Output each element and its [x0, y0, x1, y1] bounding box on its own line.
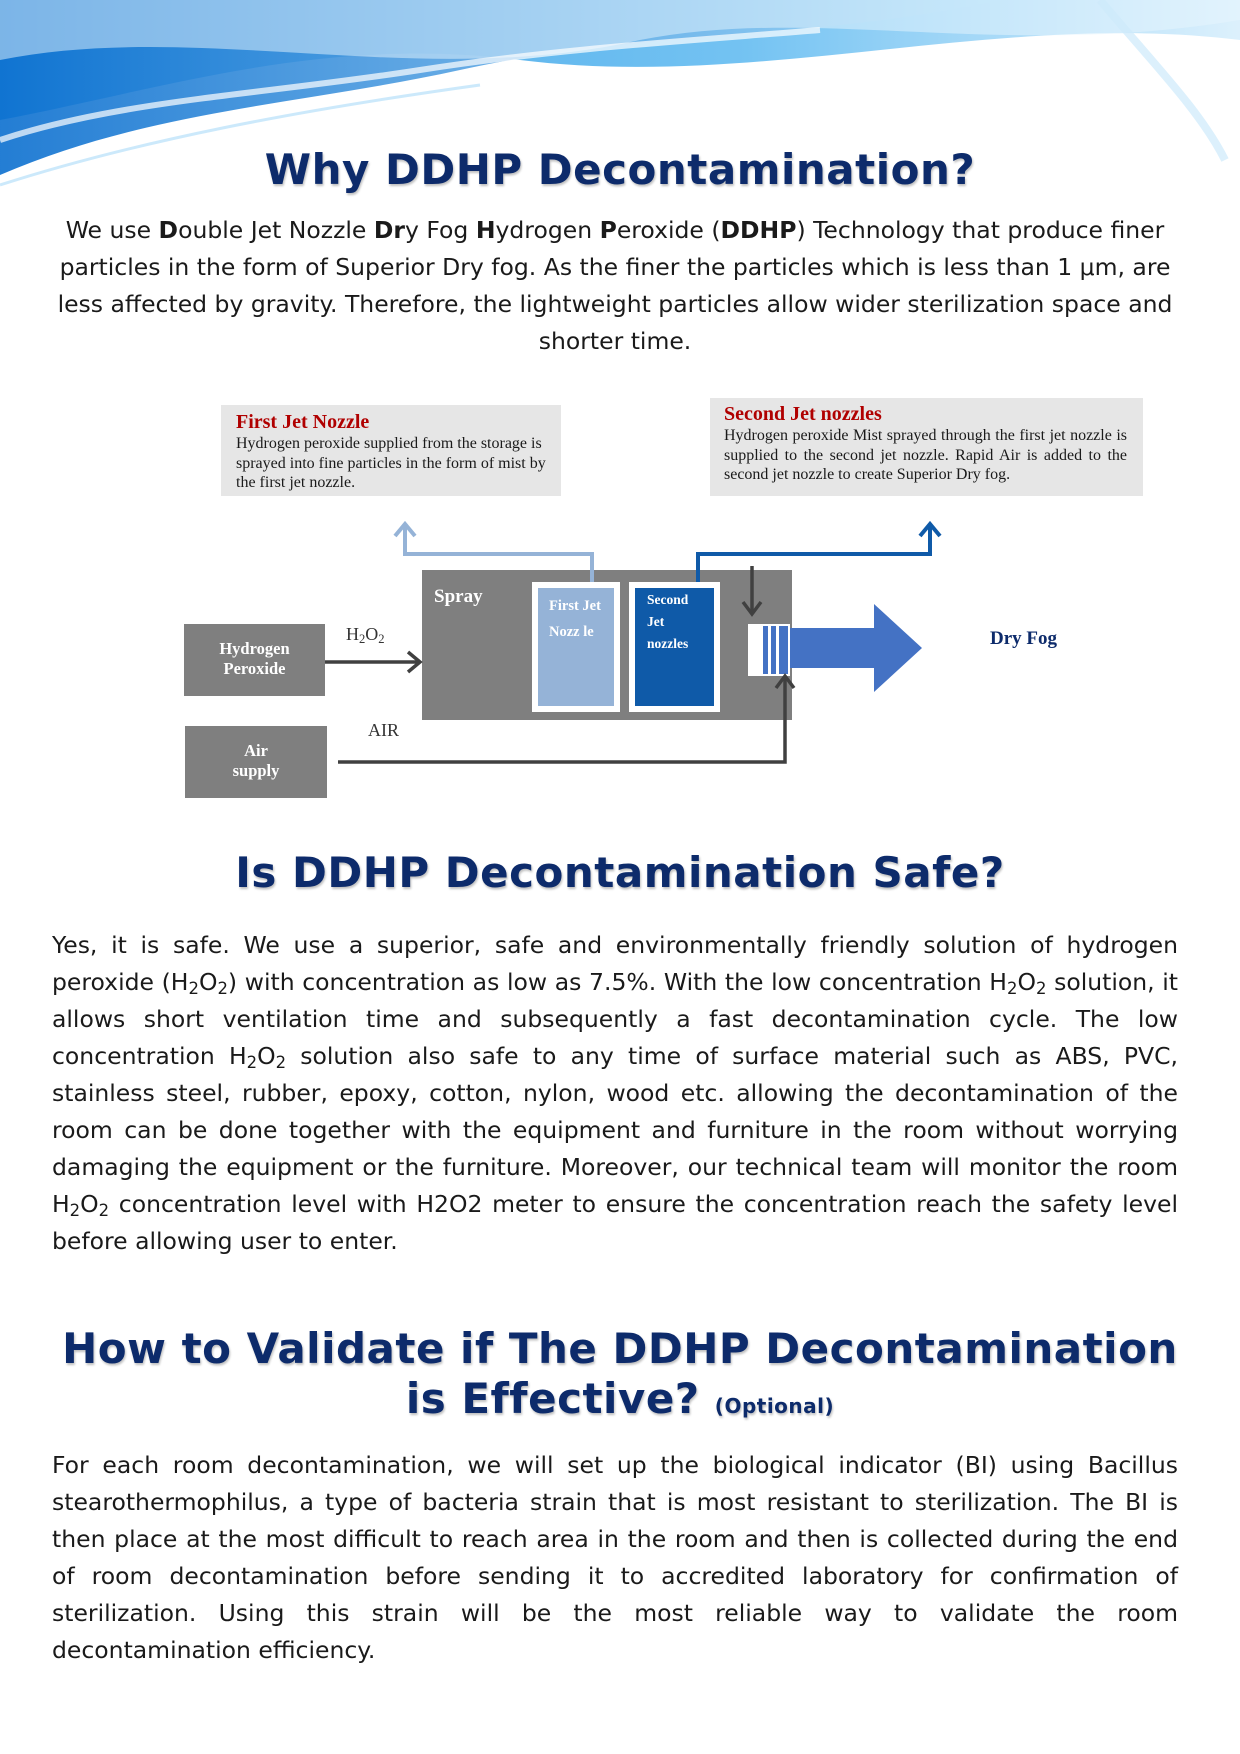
- subscript: 2: [275, 1053, 287, 1073]
- section-title-why: Why DDHP Decontamination?: [264, 145, 976, 194]
- header-wave-decoration: [0, 0, 1240, 230]
- callout-first-jet-nozzle: [221, 405, 561, 496]
- nozzle-label: Jet: [647, 614, 665, 629]
- first-jet-label: [549, 593, 601, 645]
- intro-bold: DDHP: [720, 216, 797, 244]
- intro-text: eroxide (: [616, 216, 721, 244]
- safety-paragraph: [52, 927, 1178, 1260]
- outlet-bar: [771, 626, 776, 674]
- safety-text: ) with concentration as low as 7.5%. With the low concentration H: [227, 968, 1007, 996]
- h2o2-label-part: H: [346, 624, 359, 644]
- subscript: 2: [1035, 979, 1047, 999]
- safety-text: solution also safe to any time of surface material such as ABS, PVC, stainless steel, rubber, epoxy, cotton, nylon, wood etc. allowing the decontamination of the room can be done together with the equipment and furniture in the room without worrying damaging the equipment or the furniture. Moreover, our technical team will monitor the room H: [52, 1042, 1178, 1218]
- intro-text: We use: [65, 216, 159, 244]
- callout-body: Hydrogen peroxide supplied from the storage is sprayed into fine particles in the form of mist by the first jet nozzle.: [236, 435, 546, 491]
- title-line: is Effective?: [405, 1374, 700, 1423]
- safety-text: O: [257, 1042, 276, 1070]
- h2o2-label: [346, 624, 385, 645]
- second-jet-label: [647, 589, 688, 655]
- intro-text: ouble Jet Nozzle: [178, 216, 374, 244]
- nozzle-label: Nozz le: [549, 624, 594, 640]
- box-label: Air: [244, 741, 268, 760]
- subscript: 2: [1006, 979, 1018, 999]
- intro-text: ) Technology that produce finer particles in the form of Superior Dry fog. As the finer the particles which is less than 1 μm, are less affected by gravity. Therefore, the lightweight particles allow wider sterilization space and shorter time.: [57, 216, 1173, 355]
- nozzle-label: nozzles: [647, 636, 689, 651]
- intro-bold: Dr: [373, 216, 405, 244]
- intro-paragraph: [52, 212, 1178, 360]
- intro-bold: P: [599, 216, 617, 244]
- dry-fog-arrow-icon: [790, 604, 922, 692]
- box-label: Peroxide: [223, 659, 286, 678]
- h2o2-label-part: 2: [378, 632, 385, 647]
- callout-title: First Jet Nozzle: [236, 411, 370, 433]
- hydrogen-peroxide-box: [184, 624, 325, 696]
- air-supply-box: [185, 726, 327, 798]
- outlet-bar: [779, 626, 788, 674]
- callout-second-jet-nozzles: [710, 398, 1143, 496]
- section-title-safe: Is DDHP Decontamination Safe?: [235, 848, 1005, 897]
- intro-bold: D: [158, 216, 179, 244]
- title-line: How to Validate if The DDHP Decontamination: [62, 1324, 1178, 1373]
- box-label: Hydrogen: [219, 639, 290, 658]
- subscript: 2: [188, 979, 199, 999]
- dry-fog-label: Dry Fog: [990, 628, 1058, 649]
- spray-label: Spray: [434, 586, 483, 607]
- h2o2-label-part: O: [365, 624, 379, 644]
- callout-title: Second Jet nozzles: [724, 403, 882, 425]
- nozzle-label: Second: [647, 592, 689, 607]
- safety-text: O: [1017, 968, 1036, 996]
- section-title-validate: [0, 1324, 1240, 1431]
- outlet-bar: [763, 626, 768, 674]
- safety-text: O: [198, 968, 218, 996]
- air-label: AIR: [368, 720, 399, 740]
- validation-paragraph: For each room decontamination, we will set up the biological indicator (BI) using Bacillus stearothermophilus, a type of bacteria strain that is most resistant to sterilization. The BI is then place at the most difficult to reach area in the room and then is collected during the end of room decontamination before sending it to accredited laboratory for confirmation of sterilization. Using this strain will be the most reliable way to validate the room decontamination efficiency.: [52, 1451, 1178, 1664]
- subscript: 2: [246, 1053, 258, 1073]
- subscript: 2: [98, 1201, 110, 1221]
- subscript: 2: [217, 979, 228, 999]
- callout-body: Hydrogen peroxide Mist sprayed through the first jet nozzle is supplied to the second jet nozzle. Rapid Air is added to the second jet nozzle to create Superior Dry fog.: [724, 427, 1127, 483]
- optional-tag: (Optional): [714, 1394, 835, 1418]
- safety-text: Yes, it is safe. We use a superior, safe and environmentally friendly solution of hydrogen peroxide (H: [52, 931, 1178, 996]
- intro-text: y Fog: [404, 216, 476, 244]
- ddhp-process-diagram: [0, 390, 1240, 810]
- intro-text: ydrogen: [495, 216, 600, 244]
- intro-bold: H: [475, 216, 496, 244]
- h2o2-label-part: 2: [359, 632, 366, 647]
- safety-text: concentration level with H2O2 meter to ensure the concentration reach the safety level before allowing user to enter.: [52, 1190, 1178, 1255]
- safety-text: solution, it allows short ventilation time and subsequently a fast decontamination cycle. The low concentration H: [52, 968, 1179, 1070]
- safety-text: O: [80, 1190, 99, 1218]
- nozzle-label: First Jet: [549, 598, 601, 614]
- subscript: 2: [69, 1201, 81, 1221]
- box-label: supply: [232, 761, 280, 780]
